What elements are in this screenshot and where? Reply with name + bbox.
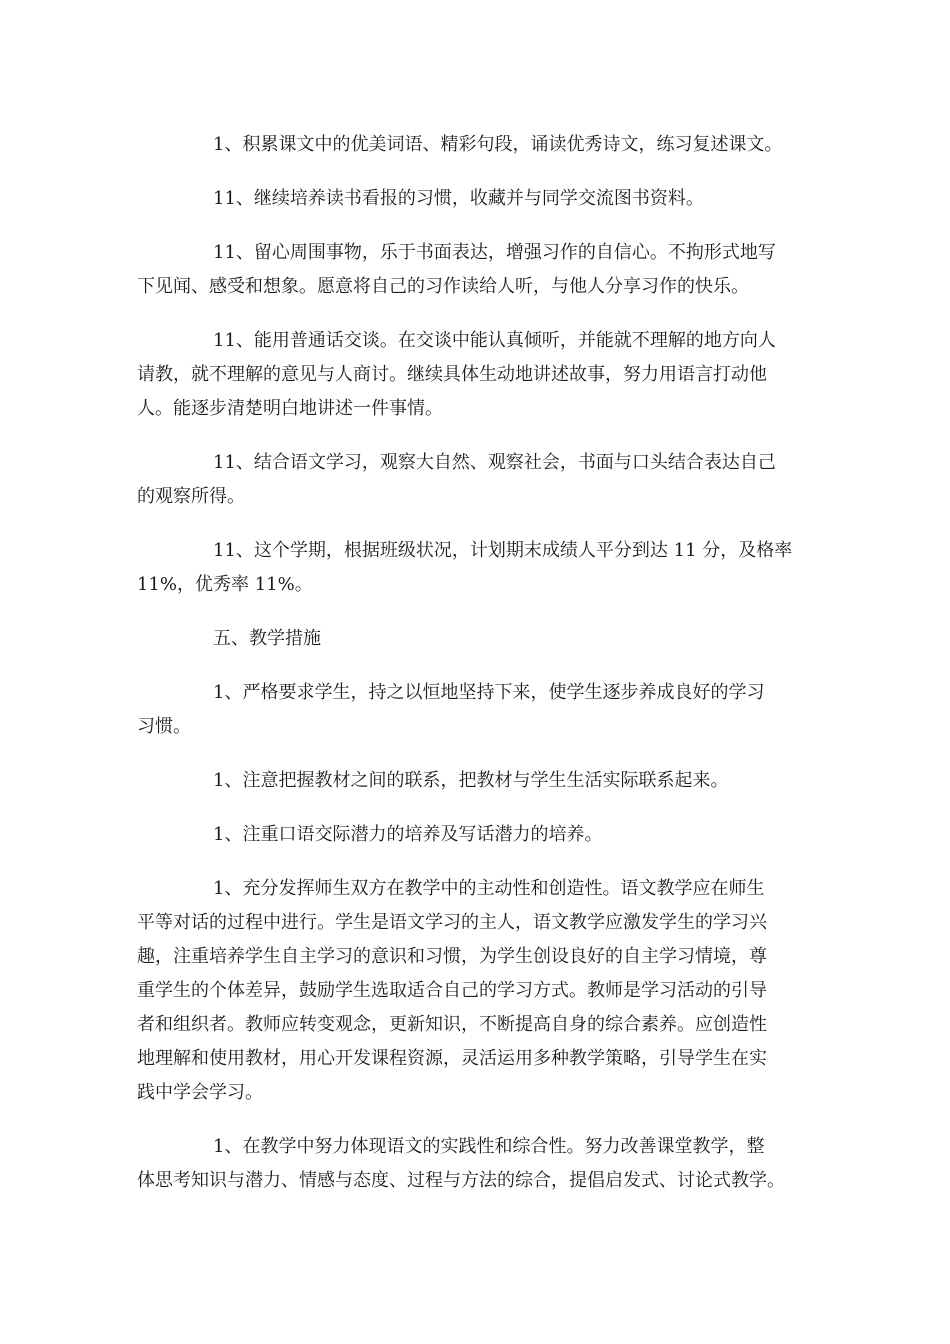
paragraph-line: 平等对话的过程中进行。学生是语文学习的主人，语文教学应激发学生的学习兴: [137, 912, 767, 933]
paragraph-line: 11、能用普通话交谈。在交谈中能认真倾听，并能就不理解的地方向人: [213, 330, 776, 351]
paragraph-line: 人。能逐步清楚明白地讲述一件事情。: [137, 398, 443, 419]
paragraph-line: 的观察所得。: [137, 486, 245, 507]
paragraph-line: 下见闻、感受和想象。愿意将自己的习作读给人听，与他人分享习作的快乐。: [137, 276, 749, 297]
paragraph-line: 习惯。: [137, 716, 191, 737]
paragraph-line: 11、这个学期，根据班级状况，计划期末成绩人平分到达 11 分，及格率: [213, 540, 793, 561]
document-body: [137, 128, 817, 1218]
paragraph-line: 1、积累课文中的优美词语、精彩句段，诵读优秀诗文，练习复述课文。: [213, 134, 783, 155]
paragraph: [137, 236, 817, 304]
paragraph: [137, 534, 817, 602]
paragraph: [137, 764, 817, 798]
paragraph: [137, 182, 817, 216]
paragraph: [137, 446, 817, 514]
paragraph: [137, 128, 817, 162]
paragraph-line: 践中学会学习。: [137, 1082, 263, 1103]
paragraph-line: 请教，就不理解的意见与人商讨。继续具体生动地讲述故事，努力用语言打动他: [137, 364, 767, 385]
section-heading: [137, 622, 817, 656]
paragraph-line: 五、教学措施: [213, 628, 321, 649]
paragraph-line: 1、充分发挥师生双方在教学中的主动性和创造性。语文教学应在师生: [213, 878, 765, 899]
paragraph: [137, 818, 817, 852]
paragraph-line: 体思考知识与潜力、情感与态度、过程与方法的综合，提倡启发式、讨论式教学。: [137, 1170, 785, 1191]
paragraph-line: 11、留心周围事物，乐于书面表达，增强习作的自信心。不拘形式地写: [213, 242, 776, 263]
paragraph-line: 1、严格要求学生，持之以恒地坚持下来，使学生逐步养成良好的学习: [213, 682, 765, 703]
paragraph-line: 1、注意把握教材之间的联系，把教材与学生生活实际联系起来。: [213, 770, 729, 791]
paragraph-line: 1、在教学中努力体现语文的实践性和综合性。努力改善课堂教学，整: [213, 1136, 765, 1157]
paragraph-line: 重学生的个体差异，鼓励学生选取适合自己的学习方式。教师是学习活动的引导: [137, 980, 767, 1001]
paragraph-line: 11%，优秀率 11%。: [137, 574, 313, 595]
paragraph-line: 11、结合语文学习，观察大自然、观察社会，书面与口头结合表达自己: [213, 452, 776, 473]
paragraph: [137, 676, 817, 744]
paragraph-line: 趣，注重培养学生自主学习的意识和习惯，为学生创设良好的自主学习情境，尊: [137, 946, 767, 967]
paragraph: [137, 872, 817, 1110]
paragraph-line: 地理解和使用教材，用心开发课程资源，灵活运用多种教学策略，引导学生在实: [137, 1048, 767, 1069]
paragraph-line: 11、继续培养读书看报的习惯，收藏并与同学交流图书资料。: [213, 188, 704, 209]
paragraph: [137, 324, 817, 426]
paragraph-line: 者和组织者。教师应转变观念，更新知识，不断提高自身的综合素养。应创造性: [137, 1014, 767, 1035]
paragraph: [137, 1130, 817, 1198]
paragraph-line: 1、注重口语交际潜力的培养及写话潜力的培养。: [213, 824, 603, 845]
